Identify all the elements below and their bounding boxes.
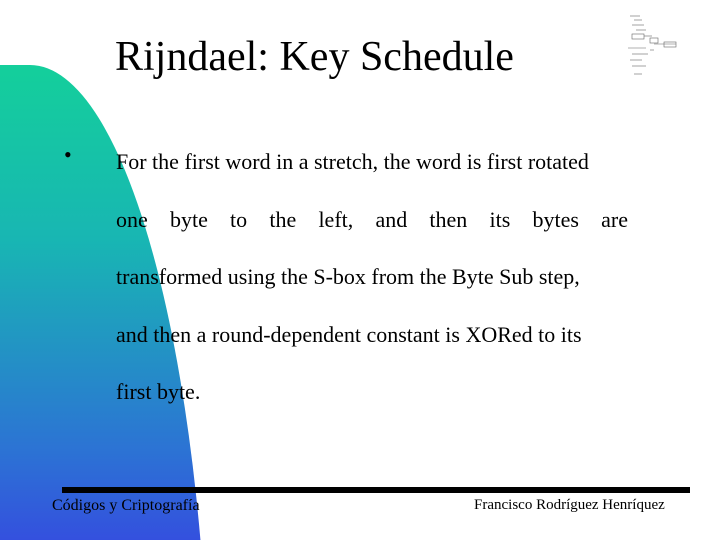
footer-course-name: Códigos y Criptografía (52, 497, 200, 514)
bullet-line: first byte. (116, 379, 201, 404)
bullet-line: transformed using the S-box from the Byte Sub step, (116, 264, 580, 289)
bullet-text (116, 133, 628, 421)
bullet-marker: • (64, 142, 72, 167)
bullet-line: For the first word in a stretch, the word is first rotated (116, 149, 589, 174)
bullet-line: one byte to the left, and then its bytes are (116, 206, 628, 232)
footer-divider (62, 487, 690, 493)
bullet-line: and then a round-dependent constant is XORed to its (116, 321, 582, 347)
slide-title: Rijndael: Key Schedule (115, 34, 514, 80)
footer-author-name: Francisco Rodríguez Henríquez (474, 497, 665, 513)
flowchart-logo-icon (624, 10, 682, 82)
